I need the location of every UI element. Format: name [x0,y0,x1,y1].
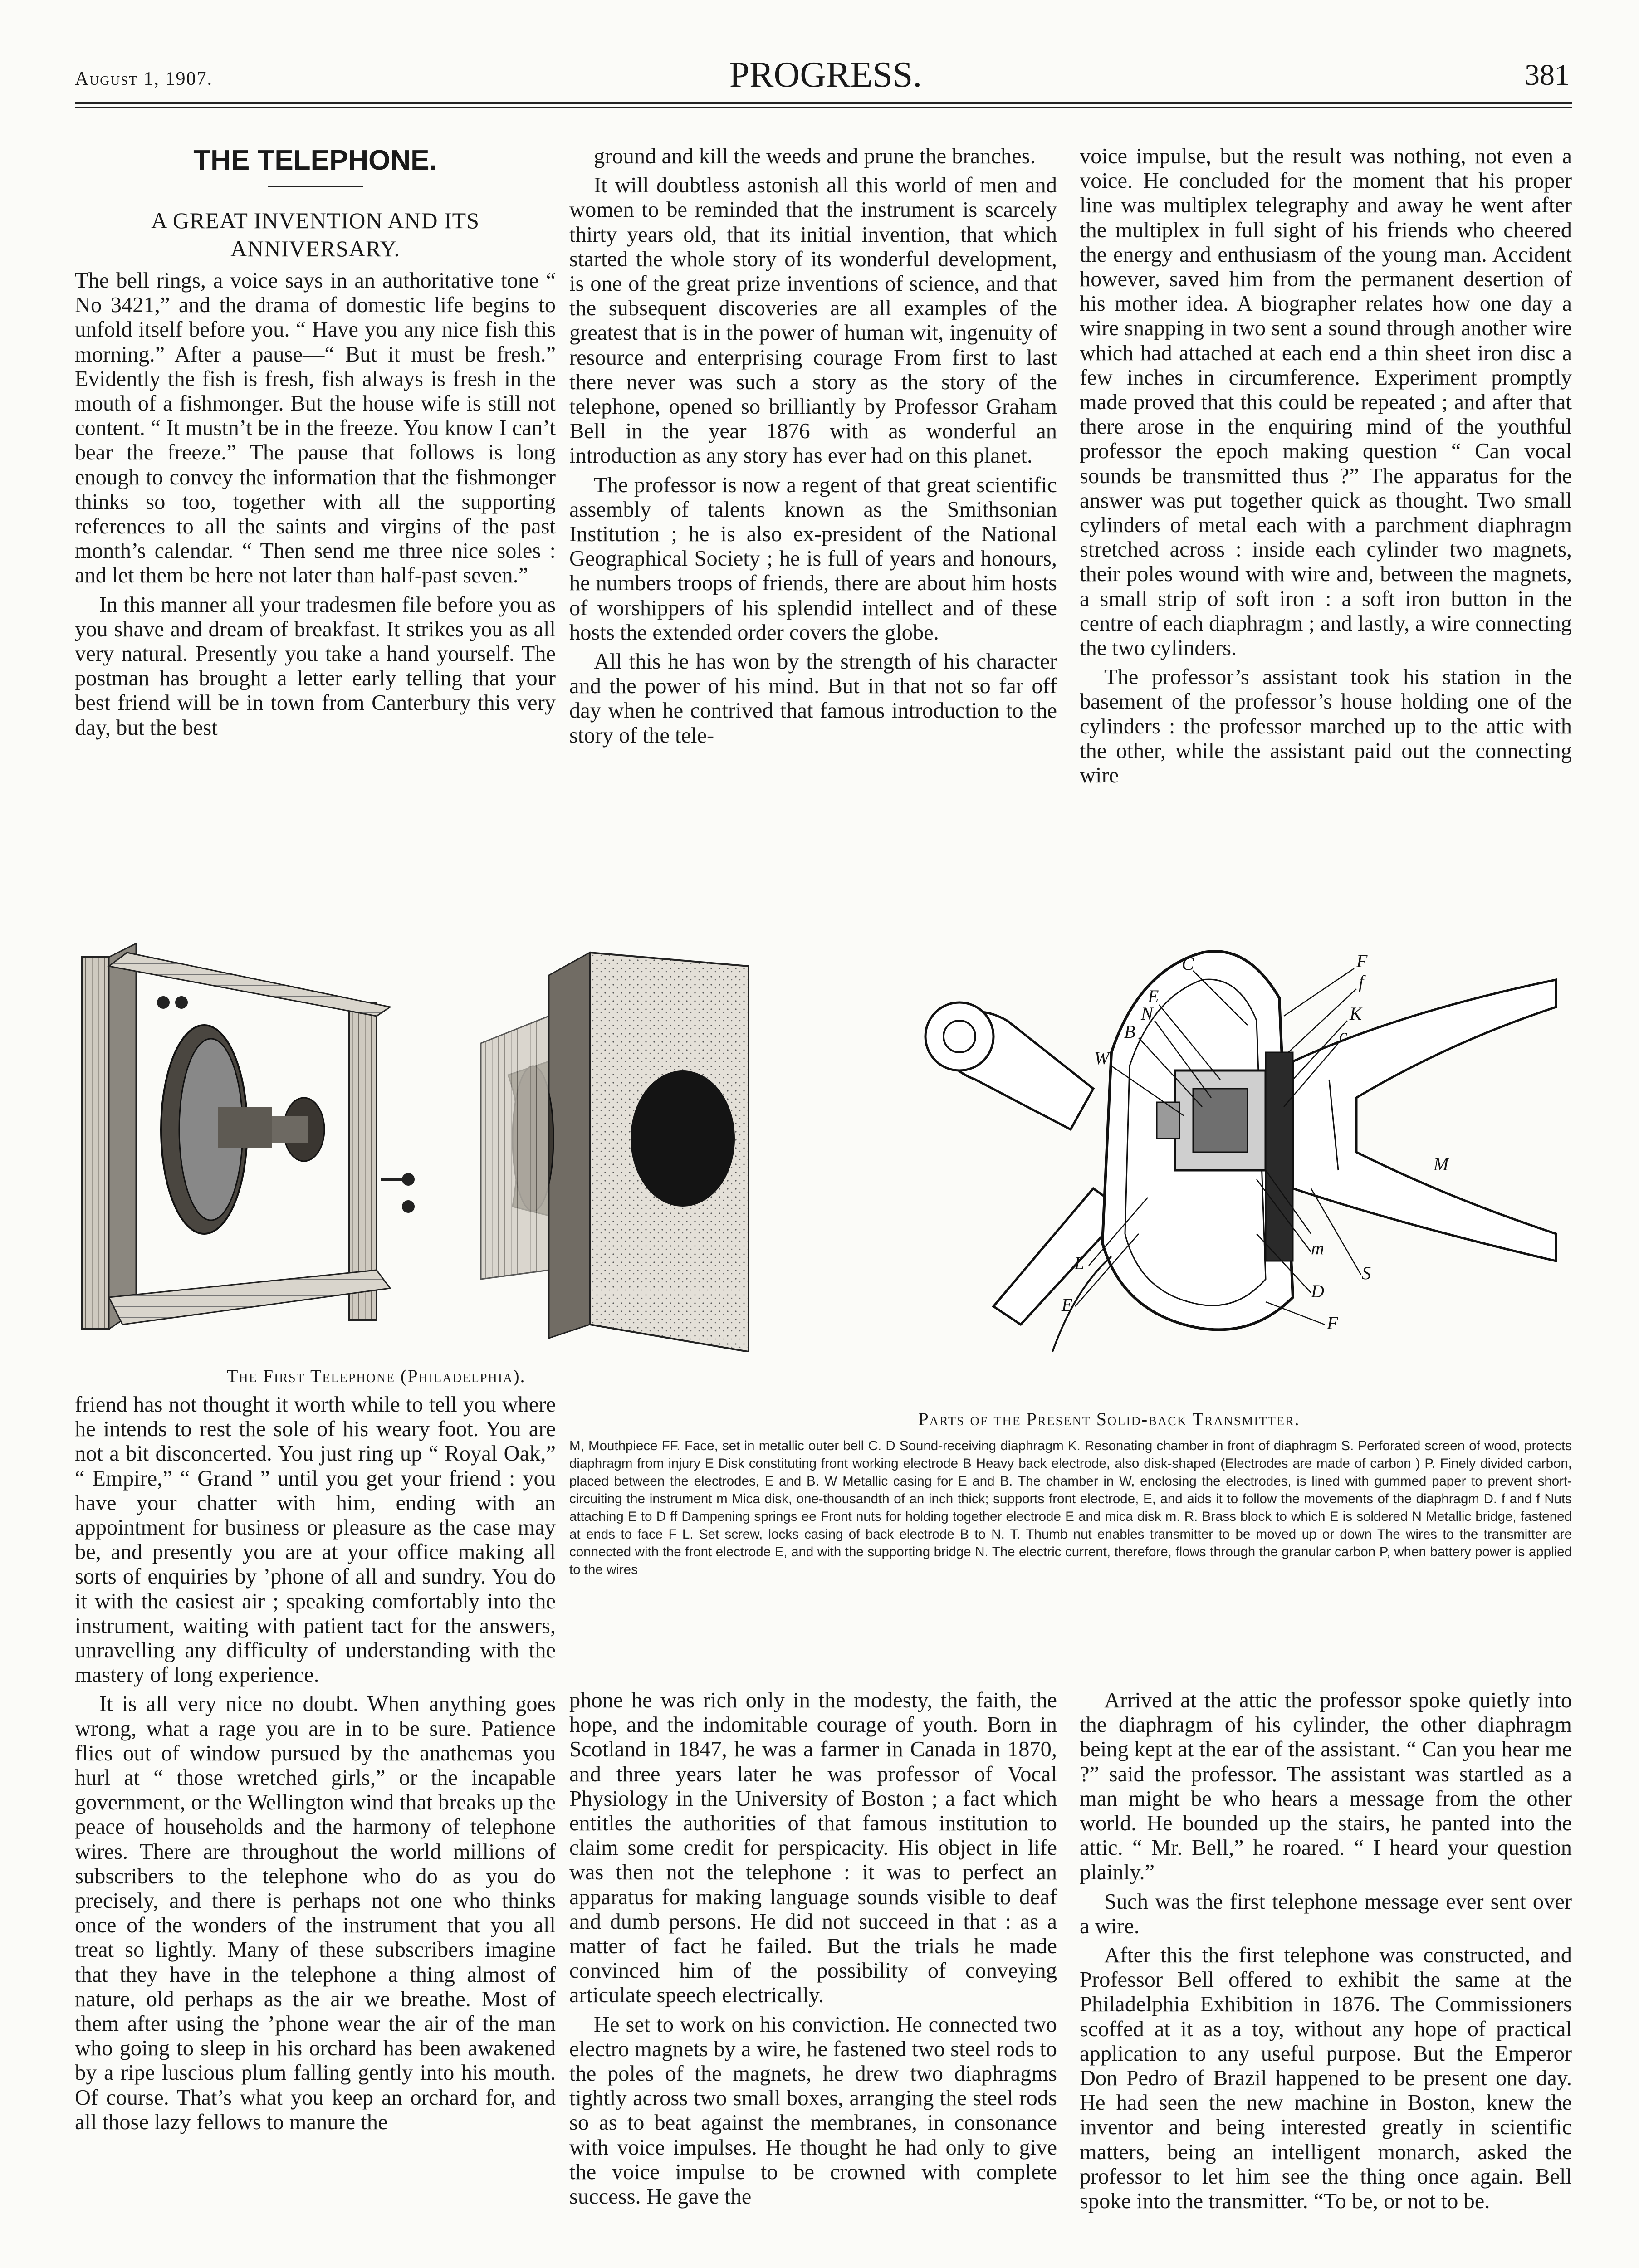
label-F-lower: F [1327,1313,1338,1333]
label-L: L [1074,1253,1085,1273]
paragraph: The professor’s assistant took his station in the basement of the professor’s house holding one of the cylinders : the professor marched up to the attic with the other, while the assistant paid out the connecting wire [1080,665,1572,788]
paragraph: It will doubtless astonish all this world of men and women to be reminded that the instrument is scarcely thirty years old, that its initial invention, that which started the whole story of its wonderful development, is one of the great prize inventions of science, and that the subsequent discoveries are all examples of the greatest that is in the power of human wit, ingenuity of resource and enterprising courage From first to last there never was such a story as the story of the telephone, opened so brilliantly by Professor Graham Bell in the year 1876 with as wonderful an introduction as any story has ever had on this planet. [569,173,1057,468]
paragraph: voice impulse, but the result was nothing, not even a voice. He concluded for the moment that his proper line was multiplex telegraphy and away he went after the multiplex in full sight of his friends who cheered the energy and enthusiasm of the young man. Accident however, saved him from the permanent desertion of his mother idea. A biographer relates how one day a wire snapping in two sent a sound through another wire which had attached at each end a thin sheet iron disc a few inches in circumference. Experiment promptly made proved that this could be repeated ; and after that there arose in the enquiring mind of the youthful professor the epoch making question “ Can vocal sounds be transmitted thus ?” The apparatus for the answer was put together quick as thought. Two small cylinders of metal each with a parchment diaphragm stretched across : inside each cylinder two magnets, their poles wound with wire and, between the magnets, a small strip of soft iron : a soft iron button in the centre of each diaphragm ; and lastly, a wire connecting the two cylinders. [1080,144,1572,660]
first-telephone-caption: The First Telephone (Philadelphia). [227,1366,526,1386]
paragraph: It is all very nice no doubt. When anything goes wrong, what a rage you are in to be sure. Patience flies out of window pursued by the anathemas you hurl at “ those wretched girls,” or the incapable government, or the Wellington wind that breaks up the peace of households and the harmony of telephone wires. There are throughout the world millions of subscribers to the telephone who do as you do precisely, and there is perhaps not one who thinks once of the wonders of the instrument that you all treat so lightly. Many of these subscribers imagine that they have in the telephone a thing almost of nature, old perhaps as the air we breathe. Most of them after using the ’phone wear the air of the man who going to sleep in his orchard has been awakened by a ripe luscious plum falling gently into his mouth. Of course. That’s what you keep an orchard for, and all those lazy fellows to manure the [75,1692,556,2134]
label-W: W [1094,1048,1110,1068]
column-2-top [569,144,1057,753]
label-E: E [1148,986,1159,1007]
label-B: B [1124,1022,1135,1042]
article-subtitle: A GREAT INVENTION AND ITS ANNIVERSARY. [151,208,480,261]
label-f: f [1359,972,1364,992]
label-S: S [1362,1263,1371,1283]
transmitter-key [569,1437,1572,1579]
header-page-number: 381 [1525,59,1570,92]
first-telephone-illustration [73,925,767,1352]
label-C: C [1182,953,1194,974]
paragraph: He set to work on his conviction. He connected two electro magnets by a wire, he fastened two steel rods to the poles of the magnets, he drew two diaphragms tightly across two small boxes, arranging the steel rods so as to beat against the membranes, in consonance with voice impulses. He thought he had only to give the voice impulse to be crowned with complete success. He gave the [569,2012,1057,2209]
header-rule [75,102,1572,104]
paragraph: All this he has won by the strength of his character and the power of his mind. But in that not so far off day when he contrived that famous introduction to the story of the tele- [569,650,1057,748]
paragraph: Such was the first telephone message ever sent over a wire. [1080,1889,1572,1938]
transmitter-caption: Parts of the Present Solid-back Transmitter. [918,1409,1300,1429]
column-1-top [75,269,556,745]
header-rule-thin [75,107,1572,108]
header-date: August 1, 1907. [75,68,213,89]
paragraph: friend has not thought it worth while to tell you where he intends to rest the sole of his weary foot. You are not a bit disconcerted. You just ring up “ Royal Oak,” “ Empire,” “ Grand ” until you get your friend : you have your chatter with him, ending with an appointment for business or pleasure as the case may be, and presently you are at your office making all sorts of enquiries by ’phone of all and sundry. You do it with the easiest air ; speaking comfortably into the instrument, waiting with patient tact for the answers, unravelling any difficulty of understanding with the mastery of long experience. [75,1393,556,1687]
column-3-top [1080,144,1572,792]
label-D: D [1311,1281,1324,1301]
label-K: K [1350,1003,1362,1024]
paragraph: The professor is now a regent of that great scientific assembly of talents known as the Smithsonian Institution ; he is also ex-president of the National Geographical Society ; he is full of years and honours, he numbers troops of friends, there are about him hosts of worshippers of his splendid intellect and of these hosts the extended order covers the globe. [569,473,1057,645]
paragraph: After this the first telephone was constructed, and Professor Bell offered to exhibit the same at the Philadelphia Exhibition in 1876. The Commissioners scoffed at it as a toy, without any hope of practical application to any useful purpose. But the Emperor Don Pedro of Brazil happened to be present one day. He had seen the new machine in Boston, knew the inventor and being interested greatly in scientific matters, being an intelligent monarch, asked the professor to let him see the thing once again. Bell spoke into the transmitter. “To be, or not to be. [1080,1943,1572,2214]
label-m: m [1311,1238,1324,1258]
paragraph: phone he was rich only in the modesty, the faith, the hope, and the indomitable courage of youth. Born in Scotland in 1847, he was a farmer in Canada in 1870, and three years later he was professor of Vocal Physiology in the University of Boston ; a fact which entitles the authorities of that famous institution to claim some credit for perspicacity. His object in life was then not the telephone : it was to perfect an apparatus for making language sounds visible to deaf and dumb persons. He did not succeed in that : as a matter of fact he failed. But the trials he made convinced him of the possibility of conveying articulate speech electrically. [569,1688,1057,2008]
label-E-lower: E [1062,1295,1073,1315]
column-1-bottom [75,1393,556,2139]
paragraph: The bell rings, a voice says in an authoritative tone “ No 3421,” and the drama of domestic life begins to unfold itself before you. “ Have you any nice fish this morning.” After a pause—“ But it must be fresh.” Evidently the fish is fresh, fish always is fresh in the mouth of a fishmonger. But the house wife is still not content. “ It mustn’t be in the freeze. You know I can’t bear the freeze.” The pause that follows is long enough to convey the information that the fishmonger thinks so too, together with all the supporting references to all the saints and virgins of the past month’s calendar. “ Then send me three nice soles : and let them be here not later than half-past seven.” [75,269,556,588]
paragraph: In this manner all your tradesmen file before you as you shave and dream of breakfast. It strikes you as all very natural. Presently you take a hand yourself. The postman has brought a letter early telling that your best friend will be in town from Canterbury this very day, but the best [75,592,556,740]
label-F-top: F [1356,951,1368,971]
header-publication: PROGRESS. [729,55,922,95]
paragraph: Arrived at the attic the professor spoke quietly into the diaphragm of his cylinder, the other diaphragm being kept at the ear of the assistant. “ Can you hear me ?” said the professor. The assistant was startled as a man might be who hears a message from the other world. He bounded up the stairs, he panted into the attic. “ Mr. Bell,” he roared. “ I heard your question plainly.” [1080,1688,1572,1885]
label-c: c [1339,1025,1347,1046]
column-2-bottom [569,1688,1057,2214]
title-rule [268,186,363,187]
paragraph: ground and kill the weeds and prune the branches. [594,144,1036,168]
label-N: N [1141,1003,1153,1024]
column-3-bottom [1080,1688,1572,2218]
label-M: M [1434,1154,1449,1174]
article-title: THE TELEPHONE. [193,145,437,176]
transmitter-diagram [857,916,1565,1361]
transmitter-key-text: M, Mouthpiece FF. Face, set in metallic outer bell C. D Sound-receiving diaphragm K. Resonating chamber in front of diaphragm S. Perforated screen of wood, protects diaphragm from injury E Disk constituting front working electrode B Heavy back electrode, also disk-shaped (Electrodes are made of carbon ) P. Finely divided carbon, placed between the electrodes, E and B. W Metallic casing for E and B. The chamber in W, enclosing the electrodes, is lined with gummed paper to prevent short-circuiting the instrument m Mica disk, one-thousandth of an inch thick; supports front electrode, E, and aids it to follow the movements of the diaphragm D. f and f Nuts attaching E to D ff Dampening springs ee Front nuts for holding together electrode E and mica disk m. R. Brass block to which E is soldered N Metallic bridge, fastened at ends to face F L. Set screw, locks casing of back electrode B to N. T. Thumb nut enables transmitter to be moved up or down The wires to the transmitter are connected with the front electrode E, and with the supporting bridge N. The electric current, therefore, flows through the granular carbon P, when battery power is applied to the wires [569,1438,1572,1577]
